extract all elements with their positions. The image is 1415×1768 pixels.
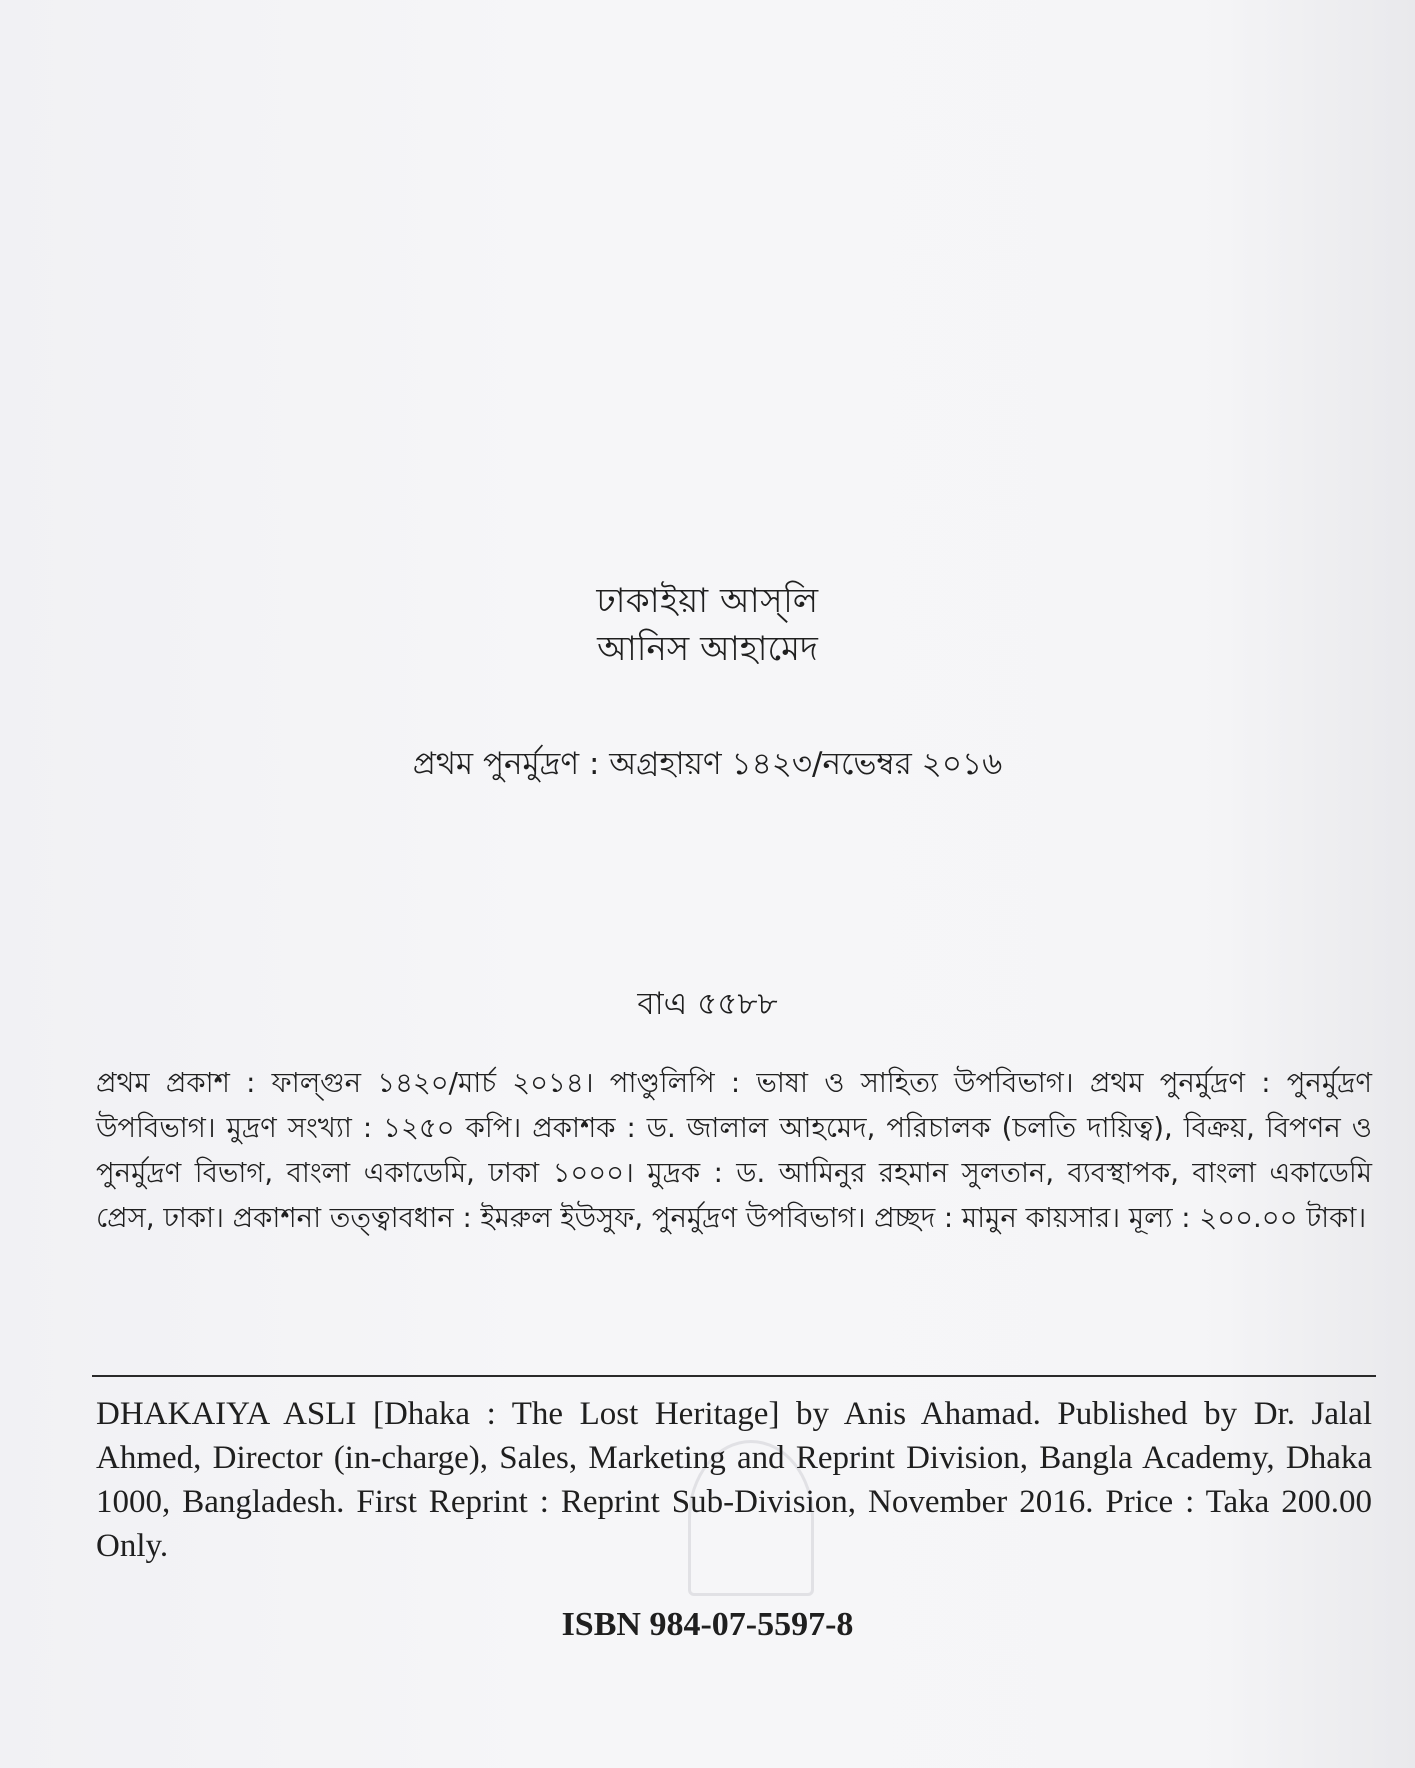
isbn: ISBN 984-07-5597-8 bbox=[561, 1606, 854, 1643]
title-block bbox=[0, 578, 1415, 672]
catalog-number: বাএ ৫৫৮৮ bbox=[637, 986, 778, 1022]
bangla-imprint-paragraph: প্রথম প্রকাশ : ফাল্গুন ১৪২০/মার্চ ২০১৪। পাণ্ডুলিপি : ভাষা ও সাহিত্য উপবিভাগ। প্রথম পুনর্মুদ্রণ : পুনর্মুদ্রণ উপবিভাগ। মুদ্রণ সংখ্যা : ১২৫০ কপি। প্রকাশক : ড. জালাল আহমেদ, পরিচালক (চলতি দায়িত্ব), বিক্রয়, বিপণন ও পুনর্মুদ্রণ বিভাগ, বাংলা একাডেমি, ঢাকা ১০০০। মুদ্রক : ড. আমিনুর রহমান সুলতান, ব্যবস্থাপক, বাংলা একাডেমি প্রেস, ঢাকা। প্রকাশনা তত্ত্বাবধান : ইমরুল ইউসুফ, পুনর্মুদ্রণ উপবিভাগ। প্রচ্ছদ : মামুন কায়সার। মূল্য : ২০০.০০ টাকা। bbox=[96, 1067, 1372, 1234]
book-author: আনিস আহামেদ bbox=[597, 629, 818, 669]
book-title: ঢাকাইয়া আস্‌লি bbox=[596, 581, 819, 621]
reprint-date-line: প্রথম পুনর্মুদ্রণ : অগ্রহায়ণ ১৪২৩/নভেম্বর ২০১৬ bbox=[412, 746, 1003, 782]
english-imprint-paragraph: DHAKAIYA ASLI [Dhaka : The Lost Heritage] by Anis Ahamad. Published by Dr. Jalal Ahmed, Director (in-charge), Sales, Marketing and Reprint Division, Bangla Academy, Dhaka 1000, Bangladesh. First Reprint : Reprint Sub-Division, November 2016. Price : Taka 200.00 Only. bbox=[96, 1396, 1372, 1564]
divider-rule bbox=[92, 1375, 1376, 1377]
